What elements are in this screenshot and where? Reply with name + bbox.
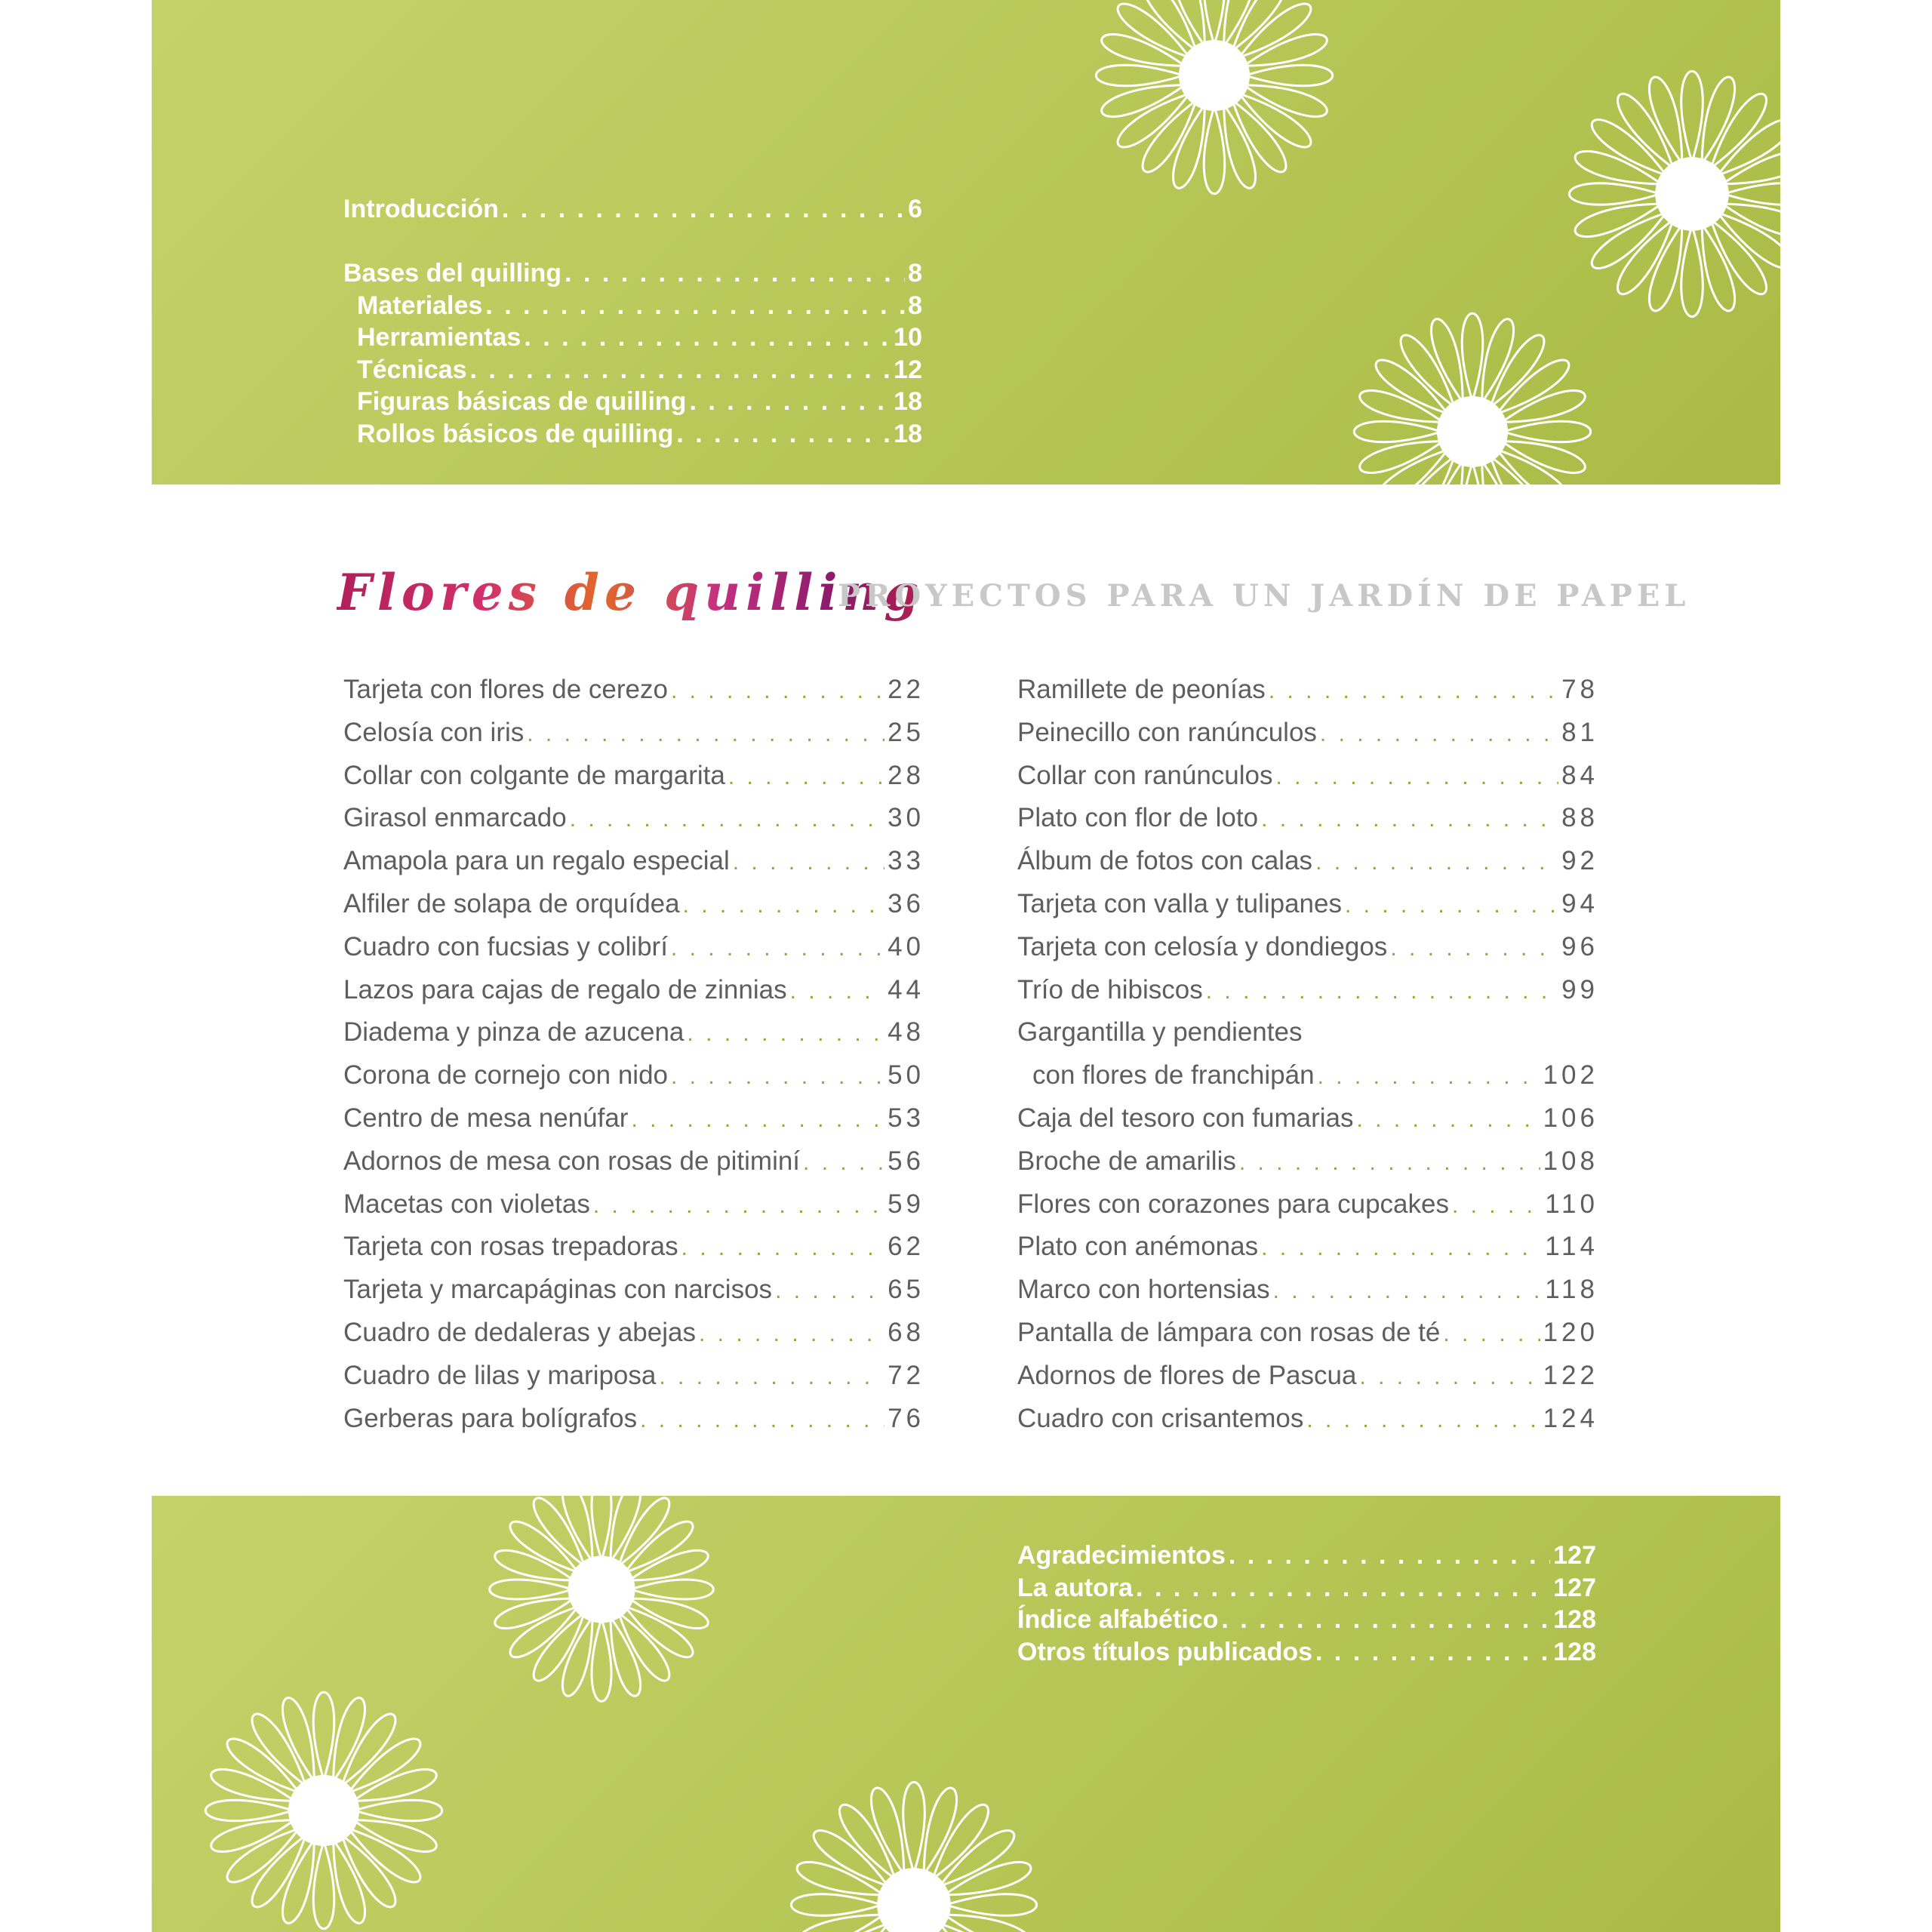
petal-outline xyxy=(592,1496,611,1560)
leader-dots xyxy=(733,841,884,884)
toc-entry[interactable] xyxy=(1017,1097,1598,1140)
toc-entry-title: Rollos básicos de quilling xyxy=(357,419,674,448)
toc-entry-title: Introducción xyxy=(343,195,499,223)
toc-entry-title: Bases del quilling xyxy=(343,259,562,288)
toc-entry-page: 110 xyxy=(1545,1189,1598,1219)
toc-entry[interactable] xyxy=(343,926,924,969)
petal-outline xyxy=(814,1924,888,1932)
back-matter-toc xyxy=(1017,1540,1596,1668)
toc-entry-title: Adornos de mesa con rosas de pitiminí xyxy=(343,1146,801,1176)
flower-outline-icon xyxy=(1569,71,1780,316)
leader-dots xyxy=(671,928,884,971)
toc-entry[interactable] xyxy=(1017,1269,1598,1312)
leader-dots xyxy=(671,1056,884,1099)
toc-entry-page: 50 xyxy=(888,1060,924,1091)
petal-outline xyxy=(1204,0,1224,45)
leader-dots xyxy=(1315,1636,1550,1669)
toc-entry[interactable] xyxy=(1017,1011,1598,1054)
toc-entry[interactable] xyxy=(343,1097,924,1140)
toc-entry[interactable] xyxy=(1017,712,1598,755)
toc-entry-page: 40 xyxy=(888,931,924,961)
leader-dots xyxy=(1239,1142,1540,1185)
toc-entry-page: 30 xyxy=(888,803,924,833)
toc-entry-page: 99 xyxy=(1561,974,1598,1004)
toc-entry[interactable] xyxy=(343,1054,924,1097)
toc-entry-page: 122 xyxy=(1543,1360,1598,1390)
flower-center xyxy=(1437,396,1508,467)
petal-outline xyxy=(1462,313,1482,401)
toc-entry[interactable] xyxy=(1017,1183,1598,1226)
toc-entry-page: 36 xyxy=(888,888,924,918)
toc-entry-page: 114 xyxy=(1545,1232,1598,1262)
petal-outline xyxy=(592,1619,611,1702)
leader-dots xyxy=(1269,670,1558,713)
leader-dots xyxy=(803,1142,884,1185)
toc-entry-page: 78 xyxy=(1561,675,1598,704)
toc-entry-page: 28 xyxy=(888,760,924,790)
toc-entry-page: 8 xyxy=(908,259,922,288)
toc-entry-page: 108 xyxy=(1543,1146,1598,1176)
toc-entry-title: Adornos de flores de Pascua xyxy=(1017,1360,1357,1390)
toc-entry[interactable] xyxy=(1017,1355,1598,1398)
toc-entry-page: 10 xyxy=(894,323,922,352)
toc-entry[interactable] xyxy=(343,290,922,322)
leader-dots xyxy=(1357,1099,1540,1142)
toc-entry-title: La autora xyxy=(1017,1573,1134,1602)
petal-outline xyxy=(355,1800,442,1820)
leader-dots xyxy=(1276,756,1559,799)
toc-entry[interactable] xyxy=(343,321,922,354)
petal-outline xyxy=(791,1894,881,1916)
flower-center xyxy=(1179,40,1250,111)
petal-outline xyxy=(903,1782,925,1872)
petal-outline xyxy=(1681,226,1703,316)
toc-entry-title: Tarjeta y marcapáginas con narcisos xyxy=(343,1275,773,1305)
leader-dots xyxy=(570,798,884,841)
petal-outline xyxy=(1376,450,1447,485)
toc-entry-title: Cuadro con crisantemos xyxy=(1017,1403,1304,1433)
toc-entry-page: 6 xyxy=(908,195,922,223)
toc-entry-title: Collar con ranúnculos xyxy=(1017,760,1273,790)
toc-entry-page: 128 xyxy=(1553,1637,1596,1666)
toc-entry-page: 25 xyxy=(888,717,924,747)
leader-dots xyxy=(699,1313,884,1356)
flower-outline-icon xyxy=(1354,313,1590,485)
toc-entry[interactable] xyxy=(343,883,924,926)
leader-dots xyxy=(683,884,884,928)
petal-outline xyxy=(1722,204,1780,236)
toc-entry-title: Gerberas para bolígrafos xyxy=(343,1403,638,1433)
toc-entry-page: 127 xyxy=(1553,1573,1596,1602)
petal-outline xyxy=(1096,65,1183,85)
toc-entry[interactable] xyxy=(1017,1140,1598,1183)
leader-dots xyxy=(470,354,891,386)
toc-entry-page: 106 xyxy=(1543,1103,1598,1133)
toc-entry-page: 59 xyxy=(888,1189,924,1219)
toc-entry-title: Lazos para cajas de regalo de zinnias xyxy=(343,974,787,1004)
leader-dots xyxy=(527,713,884,756)
toc-entry-page: 124 xyxy=(1543,1403,1598,1433)
toc-entry[interactable] xyxy=(343,193,922,226)
toc-entry[interactable] xyxy=(1017,1604,1596,1636)
toc-entry-title: Técnicas xyxy=(357,355,467,384)
leader-dots xyxy=(659,1356,884,1399)
toc-entry-title: Plato con anémonas xyxy=(1017,1232,1259,1262)
toc-entry-title: Herramientas xyxy=(357,323,521,352)
toc-entry[interactable] xyxy=(343,969,924,1012)
leader-dots xyxy=(676,418,891,451)
toc-entry-title: Pantalla de lámpara con rosas de té xyxy=(1017,1317,1441,1347)
leader-dots xyxy=(640,1399,884,1442)
toc-entry-title: Figuras básicas de quilling xyxy=(357,387,687,416)
toc-entry-title: Flores con corazones para cupcakes xyxy=(1017,1189,1449,1219)
toc-entry-title: Caja del tesoro con fumarias xyxy=(1017,1103,1354,1133)
petal-outline xyxy=(313,1841,334,1929)
leader-dots xyxy=(1306,1399,1540,1442)
toc-entry-title: Centro de mesa nenúfar xyxy=(343,1103,629,1133)
toc-entry[interactable] xyxy=(343,712,924,755)
toc-entry[interactable] xyxy=(1017,1054,1598,1097)
toc-entry-page: 84 xyxy=(1561,760,1598,790)
toc-entry-title: Ramillete de peonías xyxy=(1017,675,1266,704)
leader-dots xyxy=(775,1270,884,1313)
toc-entry[interactable] xyxy=(1017,840,1598,883)
toc-entry-title: Tarjeta con rosas trepadoras xyxy=(343,1232,678,1262)
leader-dots xyxy=(671,670,884,713)
toc-entry-page: 72 xyxy=(888,1360,924,1390)
leader-dots xyxy=(1318,1056,1540,1099)
toc-entry[interactable] xyxy=(343,1011,924,1054)
petal-outline xyxy=(1724,183,1780,205)
toc-entry-page: 62 xyxy=(888,1232,924,1262)
toc-entry[interactable] xyxy=(1017,1636,1596,1669)
leader-dots xyxy=(502,193,905,226)
toc-entry-page: 94 xyxy=(1561,888,1598,918)
toc-entry-title: Marco con hortensias xyxy=(1017,1275,1270,1305)
toc-entry-page: 96 xyxy=(1561,931,1598,961)
leader-dots xyxy=(524,321,891,354)
leader-dots xyxy=(1443,1313,1540,1356)
leader-dots xyxy=(1273,1270,1543,1313)
toc-entry-page: 127 xyxy=(1553,1541,1596,1570)
toc-entry[interactable] xyxy=(343,669,924,712)
toc-entry[interactable] xyxy=(343,1312,924,1355)
flower-outline-icon xyxy=(490,1496,714,1701)
toc-entry-title: con flores de franchipán xyxy=(1032,1060,1315,1091)
petal-outline xyxy=(631,1580,714,1599)
toc-entry-title: Álbum de fotos con calas xyxy=(1017,846,1313,876)
flower-center xyxy=(1655,157,1729,231)
toc-entry-page: 120 xyxy=(1543,1317,1598,1347)
petal-outline xyxy=(205,1800,293,1820)
toc-entry-page: 65 xyxy=(888,1275,924,1305)
petal-outline xyxy=(313,1692,334,1780)
leader-dots xyxy=(790,971,884,1014)
toc-entry-title: Trío de hibiscos xyxy=(1017,974,1203,1004)
toc-entry[interactable] xyxy=(343,755,924,798)
toc-entry-page: 102 xyxy=(1543,1060,1598,1091)
toc-entry-title: Agradecimientos xyxy=(1017,1541,1226,1570)
toc-entry[interactable] xyxy=(1017,969,1598,1012)
flower-outline-icon xyxy=(205,1692,441,1928)
toc-entry-page: 18 xyxy=(894,419,922,448)
petal-outline xyxy=(1143,0,1196,51)
toc-entry[interactable] xyxy=(1017,755,1598,798)
toc-entry[interactable] xyxy=(343,1226,924,1269)
toc-entry-title: Gargantilla y pendientes xyxy=(1017,1017,1303,1048)
flower-center xyxy=(288,1775,359,1846)
toc-entry[interactable] xyxy=(1017,1312,1598,1355)
toc-entry-page: 53 xyxy=(888,1103,924,1133)
petal-outline xyxy=(490,1580,573,1599)
toc-entry[interactable] xyxy=(1017,797,1598,840)
toc-entry-title: Tarjeta con flores de cerezo xyxy=(343,675,668,704)
leader-dots xyxy=(681,1227,884,1270)
leader-dots xyxy=(1229,1540,1550,1572)
toc-entry-title: Broche de amarilis xyxy=(1017,1146,1236,1176)
petal-outline xyxy=(1569,183,1660,205)
toc-entry[interactable] xyxy=(1017,669,1598,712)
leader-dots xyxy=(593,1185,884,1228)
toc-entry-title: Corona de cornejo con nido xyxy=(343,1060,669,1091)
projects-toc-right xyxy=(1017,669,1598,1440)
toc-entry[interactable] xyxy=(343,354,922,386)
toc-entry-title: Diadema y pinza de azucena xyxy=(343,1017,685,1048)
petal-outline xyxy=(1681,71,1703,162)
toc-entry-page: 18 xyxy=(894,387,922,416)
leader-dots xyxy=(1359,1356,1540,1399)
toc-entry-page: 81 xyxy=(1561,717,1598,747)
petal-outline xyxy=(940,1924,1014,1932)
toc-entry[interactable] xyxy=(1017,1398,1598,1441)
toc-entry-title: Otros títulos publicados xyxy=(1017,1637,1313,1666)
toc-entry-title: Celosía con iris xyxy=(343,717,525,747)
toc-entry-page: 8 xyxy=(908,291,922,320)
leader-dots xyxy=(631,1099,884,1142)
toc-entry[interactable] xyxy=(343,418,922,451)
toc-entry-page: 48 xyxy=(888,1017,924,1048)
toc-entry-title: Materiales xyxy=(357,291,483,320)
leader-dots xyxy=(1390,928,1558,971)
petal-outline xyxy=(1722,151,1780,183)
book-subtitle: PROYECTOS PARA UN JARDÍN DE PAPEL xyxy=(838,578,1690,614)
toc-entry[interactable] xyxy=(1017,1540,1596,1572)
toc-entry-title: Índice alfabético xyxy=(1017,1605,1219,1634)
toc-entry-title: Peinecillo con ranúnculos xyxy=(1017,717,1317,747)
leader-dots xyxy=(1136,1572,1550,1604)
toc-entry[interactable] xyxy=(343,797,924,840)
front-matter-toc xyxy=(343,193,922,450)
toc-entry-page: 44 xyxy=(888,974,924,1004)
toc-entry-title: Collar con colgante de margarita xyxy=(343,760,725,790)
petal-outline xyxy=(1503,421,1591,441)
toc-entry-title: Macetas con violetas xyxy=(343,1189,590,1219)
toc-entry-title: Plato con flor de loto xyxy=(1017,803,1259,833)
toc-entry[interactable] xyxy=(343,1183,924,1226)
projects-toc-left xyxy=(343,669,924,1440)
toc-entry[interactable] xyxy=(343,1398,924,1441)
toc-entry-page: 33 xyxy=(888,846,924,876)
toc-entry-page: 22 xyxy=(888,675,924,704)
petal-outline xyxy=(1354,421,1441,441)
toc-entry-title: Tarjeta con valla y tulipanes xyxy=(1017,888,1342,918)
leader-dots xyxy=(728,756,884,799)
petal-outline xyxy=(1232,0,1286,51)
leader-dots xyxy=(689,386,891,418)
leader-dots xyxy=(1206,971,1558,1014)
toc-entry-title: Tarjeta con celosía y dondiegos xyxy=(1017,931,1388,961)
flower-outline-icon xyxy=(791,1782,1036,1932)
petal-outline xyxy=(946,1894,1036,1916)
leader-dots xyxy=(687,1013,884,1056)
toc-entry-page: 92 xyxy=(1561,846,1598,876)
flower-center xyxy=(877,1868,951,1932)
toc-entry-page: 88 xyxy=(1561,803,1598,833)
toc-entry-title: Cuadro de dedaleras y abejas xyxy=(343,1317,696,1347)
leader-dots xyxy=(1452,1185,1542,1228)
toc-entry-title: Girasol enmarcado xyxy=(343,803,567,833)
book-title: Flores de quilling xyxy=(337,563,924,622)
petal-outline xyxy=(1497,450,1569,485)
leader-dots xyxy=(1345,884,1558,928)
leader-dots xyxy=(565,257,905,290)
leader-dots xyxy=(1315,841,1558,884)
toc-entry-page: 56 xyxy=(888,1146,924,1176)
toc-entry[interactable] xyxy=(1017,1572,1596,1604)
toc-entry[interactable] xyxy=(1017,1226,1598,1269)
toc-entry-title: Cuadro con fucsias y colibrí xyxy=(343,931,668,961)
toc-entry-title: Cuadro de lilas y mariposa xyxy=(343,1360,657,1390)
toc-entry[interactable] xyxy=(343,1269,924,1312)
petal-outline xyxy=(1245,65,1333,85)
flower-center xyxy=(568,1555,635,1623)
leader-dots xyxy=(1221,1604,1550,1636)
toc-entry[interactable] xyxy=(343,840,924,883)
toc-entry-title: Alfiler de solapa de orquídea xyxy=(343,888,680,918)
toc-entry-page: 128 xyxy=(1553,1605,1596,1634)
toc-entry[interactable] xyxy=(1017,926,1598,969)
toc-entry-page: 118 xyxy=(1545,1275,1598,1305)
leader-dots xyxy=(1261,798,1558,841)
toc-entry[interactable] xyxy=(343,1355,924,1398)
toc-entry[interactable] xyxy=(1017,883,1598,926)
leader-dots xyxy=(485,290,905,322)
toc-entry-title: Amapola para un regalo especial xyxy=(343,846,730,876)
toc-entry-page: 12 xyxy=(894,355,922,384)
flower-outline-icon xyxy=(1096,0,1332,194)
toc-gap xyxy=(343,226,922,258)
petal-outline xyxy=(1204,106,1224,194)
leader-dots xyxy=(1261,1227,1542,1270)
leader-dots xyxy=(1320,713,1558,756)
toc-entry[interactable] xyxy=(343,1140,924,1183)
toc-entry-page: 68 xyxy=(888,1317,924,1347)
toc-entry[interactable] xyxy=(343,386,922,418)
toc-entry[interactable] xyxy=(343,257,922,290)
toc-entry-page: 76 xyxy=(888,1403,924,1433)
